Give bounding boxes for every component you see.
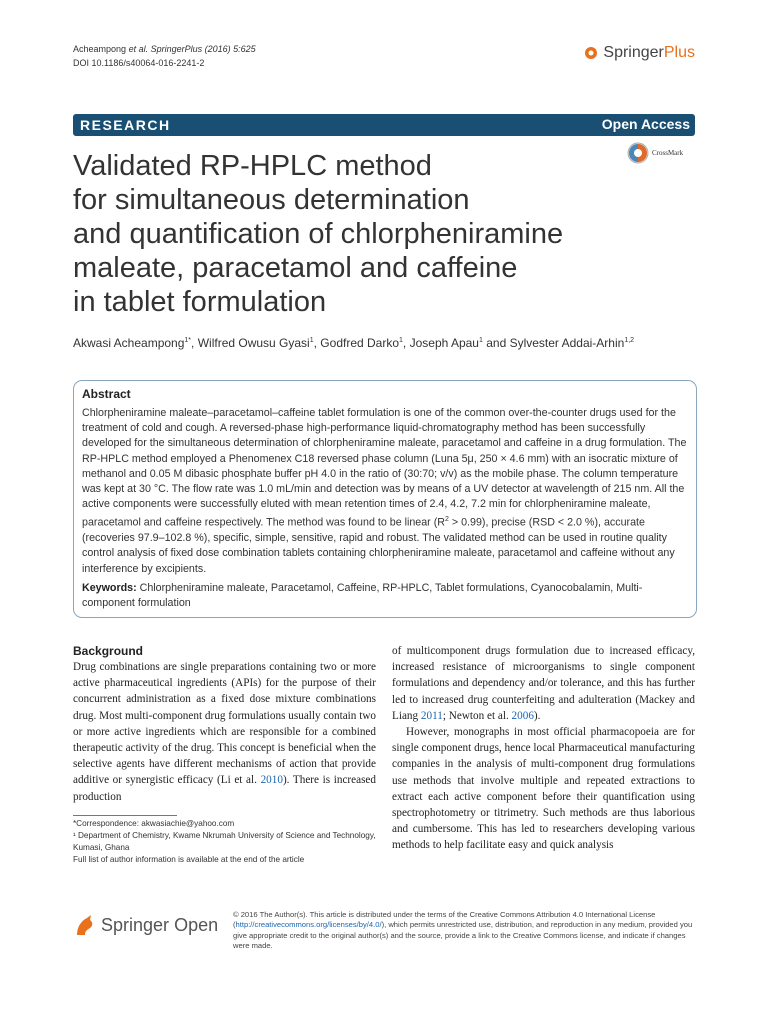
title-line: maleate, paracetamol and caffeine	[73, 252, 518, 284]
citation-link[interactable]: 2006	[511, 709, 534, 722]
superscript: 2	[445, 516, 449, 524]
body-column-right	[392, 643, 695, 854]
body-column-left	[73, 643, 376, 805]
citation-link[interactable]: 2011	[420, 709, 443, 722]
author: , Wilfred Owusu Gyasi	[191, 336, 310, 350]
crossmark-badge[interactable]	[627, 142, 683, 164]
keywords	[82, 581, 692, 611]
paragraph: However, monographs in most official pharmacopoeia are for single component drugs, hence local Pharmaceutical manufacturing companies in the analysis of multi-component drug formulations use methods that involve multiple and repeated extractions to extract each active component before their quantification using spectrophotometry or titrimetry. Such methods are thus laborious and cumbersome. This has led to researchers developing various methods to help facilitate easy and quick analysis	[392, 726, 695, 852]
open-access-label: Open Access	[601, 116, 690, 132]
footnote-divider	[73, 815, 177, 816]
title-line: Validated RP-HPLC method	[73, 150, 432, 182]
springer-horse-icon	[73, 913, 95, 937]
section-heading-background: Background	[73, 644, 144, 658]
springerplus-logo	[584, 44, 695, 62]
crossmark-icon	[627, 142, 649, 164]
keywords-list: Chlorpheniramine maleate, Paracetamol, Caffeine, RP-HPLC, Tablet formulations, Cyanocobalamin, Multi-component formulation	[82, 582, 643, 610]
title-line: for simultaneous determination	[73, 184, 470, 216]
author: Akwasi Acheampong	[73, 336, 185, 350]
author: , Joseph Apau	[402, 336, 479, 350]
license-notice	[233, 910, 693, 952]
affiliation-mark: 1,2	[624, 337, 635, 344]
abstract-heading: Abstract	[82, 387, 131, 401]
abstract-text-part: > 0.99), precise (RSD < 2.0 %), accurate (recoveries 97.9–102.8 %), specific, simple, sensitive, rapid and robust. The validated method can be used in routine quality control analysis of fixed dose combination tablets containing chlorpheniramine maleate, paracetamol and caffeine without any interference by excipients.	[82, 516, 675, 575]
doi[interactable]: DOI 10.1186/s40064-016-2241-2	[73, 58, 205, 68]
citation-link[interactable]: 2010	[260, 774, 283, 787]
springer-horse-icon	[584, 46, 598, 60]
keywords-label: Keywords:	[82, 582, 137, 594]
author-info-note: Full list of author information is available at the end of the article	[73, 855, 305, 864]
paragraph-text: of multicomponent drugs formulation due to increased efficacy, increased resistance of microorganisms to single component formulations and dependency and/or tolerance, and this has further led to increased drug counterfeiting and adulteration (Mackey and Liang	[392, 645, 695, 722]
article-type-label: RESEARCH	[80, 117, 171, 133]
paragraph	[73, 659, 376, 805]
citation-line	[73, 42, 256, 56]
citation-header	[73, 42, 256, 70]
citation-journal: et al. SpringerPlus	[128, 44, 203, 54]
abstract-text-part: Chlorpheniramine maleate–paracetamol–caffeine tablet formulation is one of the common over-the-counter drugs used for the treatment of cold and cough. A reversed-phase high-performance liquid-chromatography method has been successfully developed for the simultaneous determination of chlorpheniramine maleate, paracetamol and caffeine in a drug formulation. The RP-HPLC method employed a Phenomenex C18 reversed phase column (Luna 5μ, 250 × 4.6 mm) with an isocratic mixture of methanol and 0.05 M dibasic phosphate buffer pH 4.0 in the ratio of (30:70; v/v) as the mobile phase. The column temperature was kept at 30 °C. The flow rate was 1.0 mL/min and detection was by means of a UV detector at wavelength of 215 nm. All the active components were successfully eluted with mean retention times of 2.4, 4.2, 7.2 min for chlorpheniramine maleate, paracetamol and caffeine respectively. The method was found to be linear (R	[82, 407, 687, 529]
affiliation-note: ¹ Department of Chemistry, Kwame Nkrumah University of Science and Technology, Kumasi, Ghana	[73, 831, 376, 852]
footnotes	[73, 818, 376, 866]
affiliation-mark: 1*	[184, 337, 192, 344]
paragraph-text: ).	[533, 709, 541, 722]
crossmark-label: CrossMark	[652, 149, 684, 157]
paragraph-text: Drug combinations are single preparations containing two or more active pharmaceutical ingredients (APIs) for the purpose of their concurrent administration as a fixed dose mixture combinations drug. Most multi-component drug formulations usually contain two or more active ingredients which are responsible for a combined therapeutic activity of the drug. This concept is beneficial when the selective agents have different mechanisms of action that provide additive or synergistic efficacy (Li et al.	[73, 661, 376, 787]
author-list	[73, 333, 695, 351]
affiliation-mark: 1	[309, 337, 314, 344]
correspondence-note: *Correspondence: akwasiachie@yahoo.com	[73, 819, 235, 828]
article-title	[73, 149, 613, 319]
paragraph-text: ). There is increased production	[73, 774, 376, 803]
license-text: © 2016 The Author(s). This article is distributed under the terms of the Creative Commons Attribution 4.0 International License (	[233, 910, 656, 930]
brand-plus: Plus	[663, 44, 695, 61]
license-text: ), which permits unrestricted use, distribution, and reproduction in any medium, provided you give appropriate credit to the original author(s) and the source, provide a link to the Creative Commons license, and indicate if changes were made.	[233, 920, 693, 951]
footer-brand-springer: Springer	[101, 914, 170, 935]
title-line: in tablet formulation	[73, 286, 327, 318]
footer-brand-open: Open	[174, 914, 219, 935]
affiliation-mark: 1	[399, 337, 403, 344]
brand-springer: Springer	[603, 44, 664, 61]
springeropen-logo	[73, 913, 218, 937]
citation-year: (2016) 5:625	[204, 44, 256, 54]
license-link[interactable]: http://creativecommons.org/licenses/by/4.0/	[235, 920, 382, 930]
author: , Godfred Darko	[313, 336, 400, 350]
author: and Sylvester Addai-Arhin	[482, 336, 625, 350]
paragraph-text: ; Newton et al.	[442, 709, 512, 722]
title-line: and quantification of chlorpheniramine	[73, 218, 564, 250]
abstract-box	[73, 380, 697, 618]
citation-authors: Acheampong	[73, 44, 127, 54]
paragraph	[392, 643, 695, 724]
affiliation-mark: 1	[478, 337, 483, 344]
abstract-text	[82, 406, 692, 577]
